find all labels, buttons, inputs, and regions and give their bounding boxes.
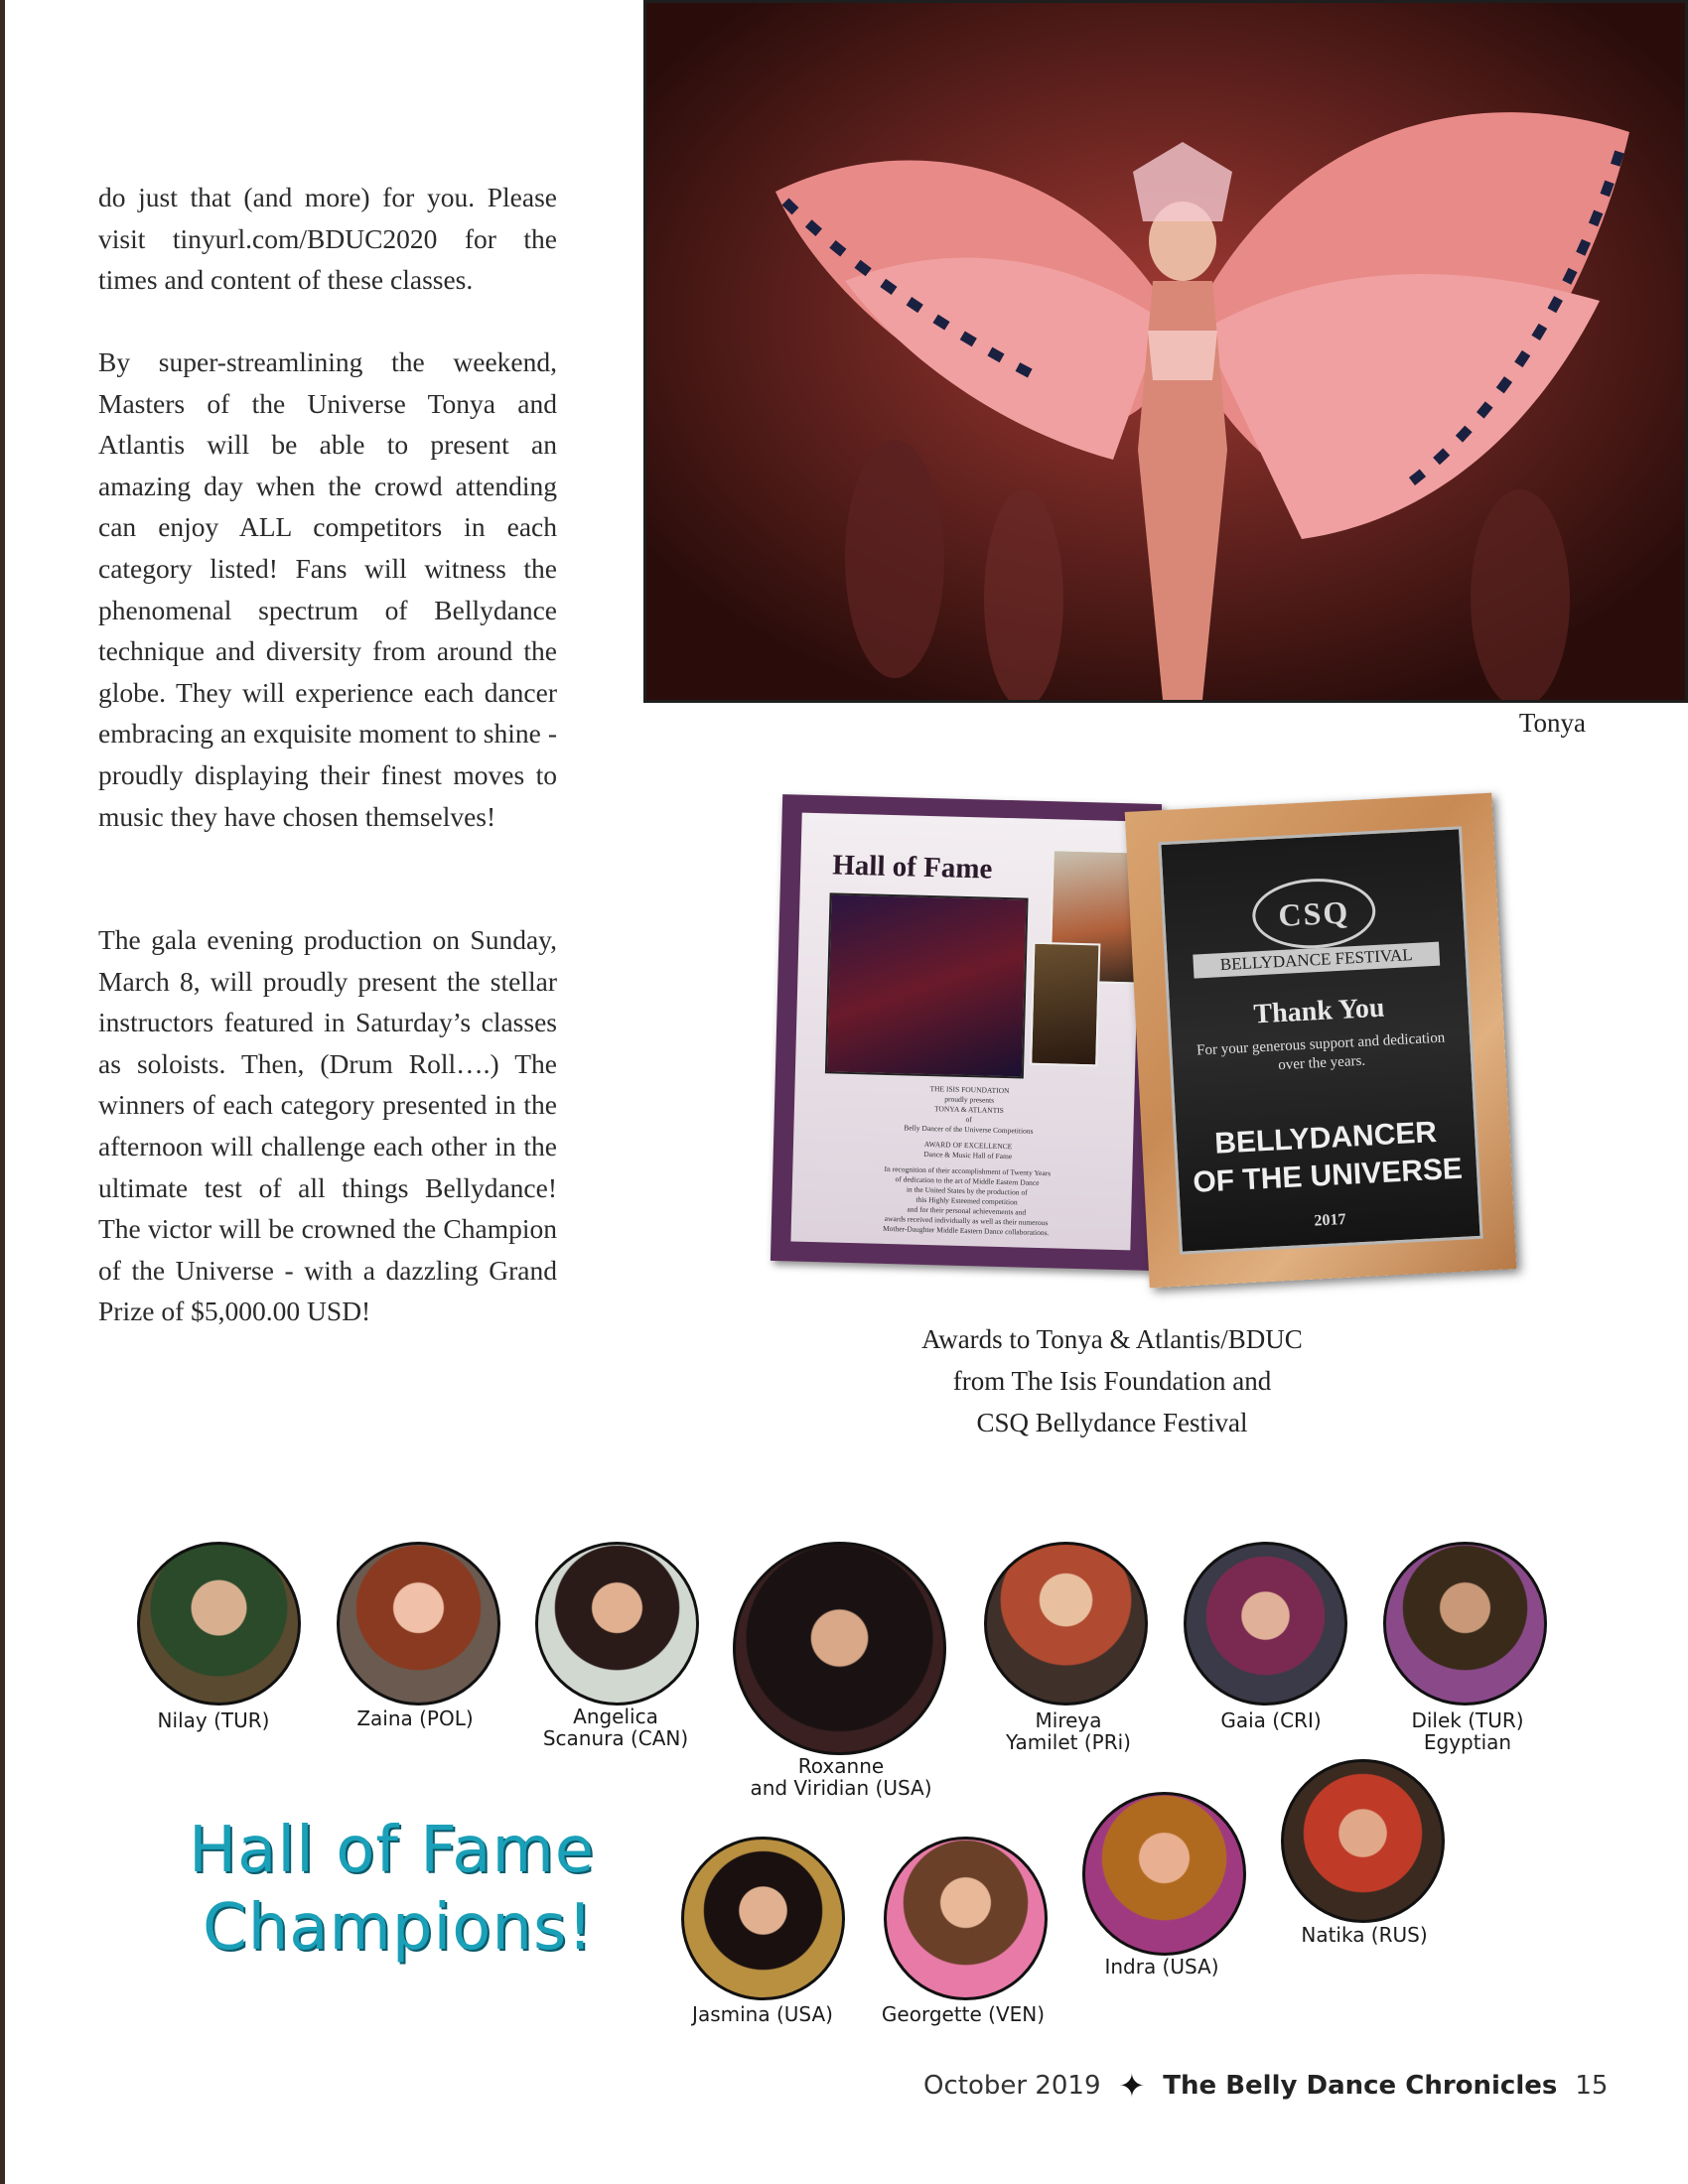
- plaque-subtitle: For your generous support and dedication over the years.: [1196, 1029, 1446, 1074]
- footer-publication: The Belly Dance Chronicles: [1163, 2071, 1558, 2101]
- champion-name: Jasmina (USA): [692, 2002, 833, 2026]
- champion-avatar-roxanne-viridian: [733, 1542, 946, 1755]
- award-line: proudly presents: [944, 1094, 995, 1105]
- champion-name: Angelica Scanura (CAN): [542, 1705, 689, 1750]
- heading-line-2: Champions!: [203, 1891, 594, 1965]
- award-line: TONYA & ATLANTIS: [933, 1104, 1005, 1116]
- star-separator-icon: ✦: [1118, 2067, 1146, 2105]
- plaque-plate: [1158, 826, 1482, 1254]
- champion-avatar-zaina: [337, 1542, 500, 1706]
- champion-avatar-gaia: [1184, 1542, 1347, 1706]
- plaque-thank-you: Thank You: [1252, 992, 1386, 1030]
- tonya-photo-illustration: [646, 3, 1685, 700]
- champion-name: Natika (RUS): [1301, 1923, 1428, 1947]
- award-page: [790, 813, 1141, 1251]
- csq-logo: CSQ: [1251, 876, 1377, 951]
- awards-caption-line-3: CSQ Bellydance Festival: [976, 1408, 1248, 1437]
- champion-name: Georgette (VEN): [881, 2002, 1046, 2026]
- hall-of-fame-award-image: [771, 794, 1162, 1271]
- champion-name: Mireya Yamilet (PRi): [1006, 1708, 1131, 1754]
- page-footer: [923, 2067, 1608, 2105]
- award-line: of: [965, 1115, 972, 1125]
- csq-plaque-image: [1125, 793, 1517, 1289]
- award-photo-duo: [825, 892, 1029, 1078]
- award-line: Dance & Music Hall of Fame: [923, 1149, 1013, 1161]
- champion-avatar-jasmina: [681, 1837, 845, 2000]
- champion-avatar-georgette: [884, 1837, 1048, 2000]
- plaque-title-line-1: BELLYDANCER: [1213, 1116, 1438, 1160]
- champion-avatar-nilay: [137, 1542, 301, 1706]
- footer-date: October 2019: [923, 2071, 1101, 2101]
- award-line: in the United States by the production of: [906, 1184, 1028, 1197]
- award-line: this Highly Esteemed competition: [915, 1194, 1018, 1207]
- heading-line-1: Hall of Fame: [189, 1814, 596, 1887]
- award-line: of dedication to the art of Middle Eastern Dance: [895, 1174, 1040, 1187]
- article-paragraph-2: By super-streamlining the weekend, Masters of the Universe Tonya and Atlantis will be able to present an amazing day when the crowd attending can enjoy ALL competitors in each category listed! Fans will witness the phenomenal spectrum of Bellydance technique and diversity from around the globe. They will experience each dancer embracing an exquisite moment to shine - proudly displaying their finest moves to music they have chosen themselves!: [98, 346, 557, 832]
- award-line: and for their personal achievements and: [907, 1204, 1027, 1217]
- champion-name: Dilek (TUR) Egyptian: [1411, 1708, 1524, 1754]
- champion-avatar-mireya: [984, 1542, 1148, 1706]
- award-line: Mother-Daughter Middle Eastern Dance collaborations.: [882, 1223, 1050, 1238]
- champion-avatar-angelica: [535, 1542, 699, 1706]
- tonya-photo: [643, 0, 1688, 703]
- award-text-block: [831, 1082, 1105, 1240]
- champion-avatar-natika: [1281, 1759, 1445, 1923]
- champion-name: Nilay (TUR): [157, 1708, 270, 1732]
- award-line: Belly Dancer of the Universe Competitions: [904, 1123, 1034, 1136]
- hall-of-fame-champions-heading: [189, 1812, 595, 1967]
- award-title: Hall of Fame: [831, 849, 993, 886]
- awards-caption: [824, 1318, 1400, 1443]
- article-paragraph-3: The gala evening production on Sunday, March 8, will proudly present the stellar instructors featured in Saturday’s classes as soloists. Then, (Drum Roll….) The winners of each category presented in the afternoon will challenge each other in the ultimate test of all things Bellydance! The victor will be crowned the Champion of the Universe - with a dazzling Grand Prize of $5,000.00 USD!: [98, 924, 557, 1327]
- awards-caption-line-2: from The Isis Foundation and: [952, 1366, 1272, 1396]
- award-line: THE ISIS FOUNDATION: [929, 1084, 1010, 1096]
- champion-name: Zaina (POL): [356, 1706, 474, 1730]
- plaque-banner: BELLYDANCE FESTIVAL: [1193, 942, 1440, 979]
- tonya-photo-caption: Tonya: [1518, 708, 1586, 738]
- champion-avatar-indra: [1082, 1792, 1246, 1956]
- champion-avatar-dilek: [1383, 1542, 1547, 1706]
- plaque-title-line-2: OF THE UNIVERSE: [1192, 1152, 1464, 1199]
- champion-name: Gaia (CRI): [1220, 1708, 1322, 1732]
- plaque-title: [1186, 1113, 1468, 1203]
- page-edge-border: [0, 0, 5, 2184]
- page-number: 15: [1575, 2071, 1609, 2101]
- award-line: AWARD OF EXCELLENCE: [923, 1139, 1013, 1152]
- award-line: In recognition of their accomplishment of Twenty Years: [884, 1163, 1052, 1178]
- awards-caption-line-1: Awards to Tonya & Atlantis/BDUC: [921, 1324, 1303, 1354]
- champion-name: Roxanne and Viridian (USA): [750, 1754, 932, 1800]
- article-paragraph-1: do just that (and more) for you. Please visit tinyurl.com/BDUC2020 for the times and content of these classes.: [98, 182, 557, 296]
- plaque-year: 2017: [1314, 1210, 1346, 1230]
- champion-name: Indra (USA): [1104, 1955, 1219, 1979]
- award-photo-dancer-2: [1030, 942, 1100, 1067]
- award-line: awards received individually as well as their numerous: [884, 1213, 1049, 1228]
